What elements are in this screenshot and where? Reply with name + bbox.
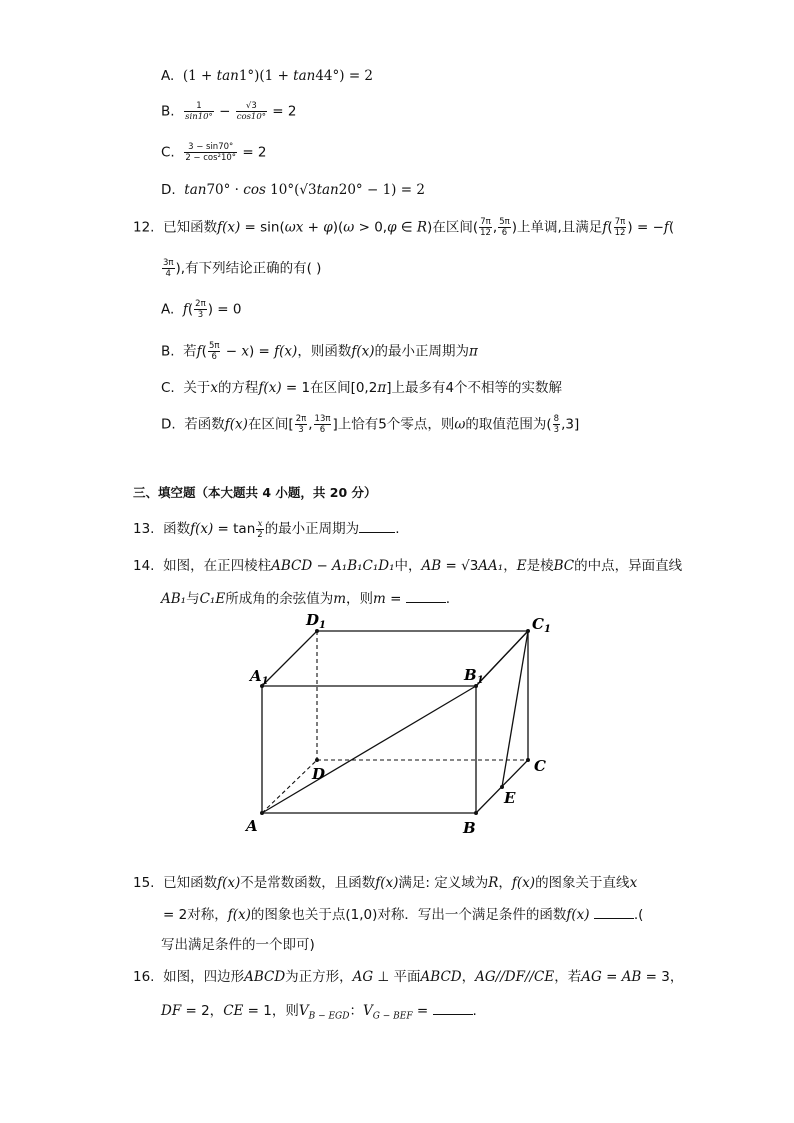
label-c1: $C_1$ <box>532 615 551 635</box>
q13-answer-blank[interactable] <box>359 518 395 533</box>
q12-option-c: C. 关于x的方程f(x) = 1在区间[0,2π]上最多有4个不相等的实数解 <box>161 380 563 396</box>
label-e: E <box>504 789 516 807</box>
q12-stem-line1: 12. 已知函数f(x) = sin(ωx + φ)(ω > 0,φ ∈ R)在区间( $\frac{7\pi}{12}$ , $\frac{5\pi}{6}$ )上单调,且满足f( $\frac{7\pi}{12}$ ) = −f( <box>133 217 675 238</box>
q16-line2: DF = 2，CE = 1，则$V_{B - EGD}$：$V_{G - BEF}$ = . <box>161 1000 477 1027</box>
q11-option-d: D. tan70° · cos 10°(√3tan20° − 1) = 2 <box>161 182 425 198</box>
label-d1: $D_1$ <box>306 611 326 631</box>
q14-answer-blank[interactable] <box>406 588 446 603</box>
point-a <box>260 811 264 815</box>
label-a: A <box>246 817 258 835</box>
q12-option-a: A. f( $\frac{2\pi}{3}$ ) = 0 <box>161 299 242 320</box>
q15-line1: 15. 已知函数f(x)不是常数函数，且函数f(x)满足: 定义域为R，f(x)的图象关于直线x <box>133 875 638 891</box>
label-b1: $B_1$ <box>464 666 484 686</box>
q15-line2: = 2对称，f(x)的图象也关于点(1,0)对称．写出一个满足条件的函数f(x) .( <box>163 904 643 925</box>
q15-answer-blank[interactable] <box>594 904 634 919</box>
section-title: 三、填空题（本大题共 4 小题，共 20 分） <box>133 485 377 500</box>
hidden-ad <box>262 760 317 813</box>
q12-option-b: B. 若f( $\frac{5\pi}{6}$ − x) = f(x)，则函数f(x)的最小正周期为π <box>161 341 478 362</box>
q13: 13. 函数f(x) = tan $\frac{x}{2}$ 的最小正周期为 . <box>133 518 400 540</box>
diag-ab1 <box>262 686 476 813</box>
q14-line1: 14. 如图，在正四棱柱ABCD − A₁B₁C₁D₁中，AB = √3AA₁，E是棱BC的中点，异面直线 <box>133 558 683 574</box>
point-d <box>315 758 319 762</box>
q12-option-d: D. 若函数f(x)在区间[ $\frac{2\pi}{3}$ , $\frac{13\pi}{6}$ ]上恰有5个零点，则ω的取值范围为( $\frac{8}{3}$ ,3] <box>161 414 580 435</box>
point-b <box>474 811 478 815</box>
q11-option-a: A. (1 + tan1°)(1 + tan44°) = 2 <box>161 68 374 84</box>
label-b: B <box>463 819 476 837</box>
q16-line1: 16. 如图，四边形ABCD为正方形，AG ⊥ 平面ABCD，AG//DF//CE，若AG = AB = 3， <box>133 969 684 985</box>
prism-figure <box>240 605 560 845</box>
label-c: C <box>534 757 546 775</box>
q16-answer-blank[interactable] <box>433 1000 473 1015</box>
label-a1: $A_1$ <box>250 667 269 687</box>
q12-stem-line2: $\frac{3\pi}{4}$ ),有下列结论正确的有( ) <box>163 258 322 279</box>
point-c <box>526 758 530 762</box>
edge-a1d1 <box>262 631 317 686</box>
q11-option-c: C. $\frac{3 - \sin 70^\circ}{\text{2 − cos²10°}}$ = 2 <box>161 142 267 163</box>
q14-line2: AB₁与C₁E所成角的余弦值为m，则m = . <box>161 588 450 609</box>
point-c1 <box>526 629 530 633</box>
q11-option-b: B. $\frac{1}{\sin 10^\circ}$ − $\frac{√3}{\cos 10^\circ}$ = 2 <box>161 101 297 122</box>
label-d: D <box>312 765 326 783</box>
q15-line3: 写出满足条件的一个即可) <box>161 937 315 953</box>
